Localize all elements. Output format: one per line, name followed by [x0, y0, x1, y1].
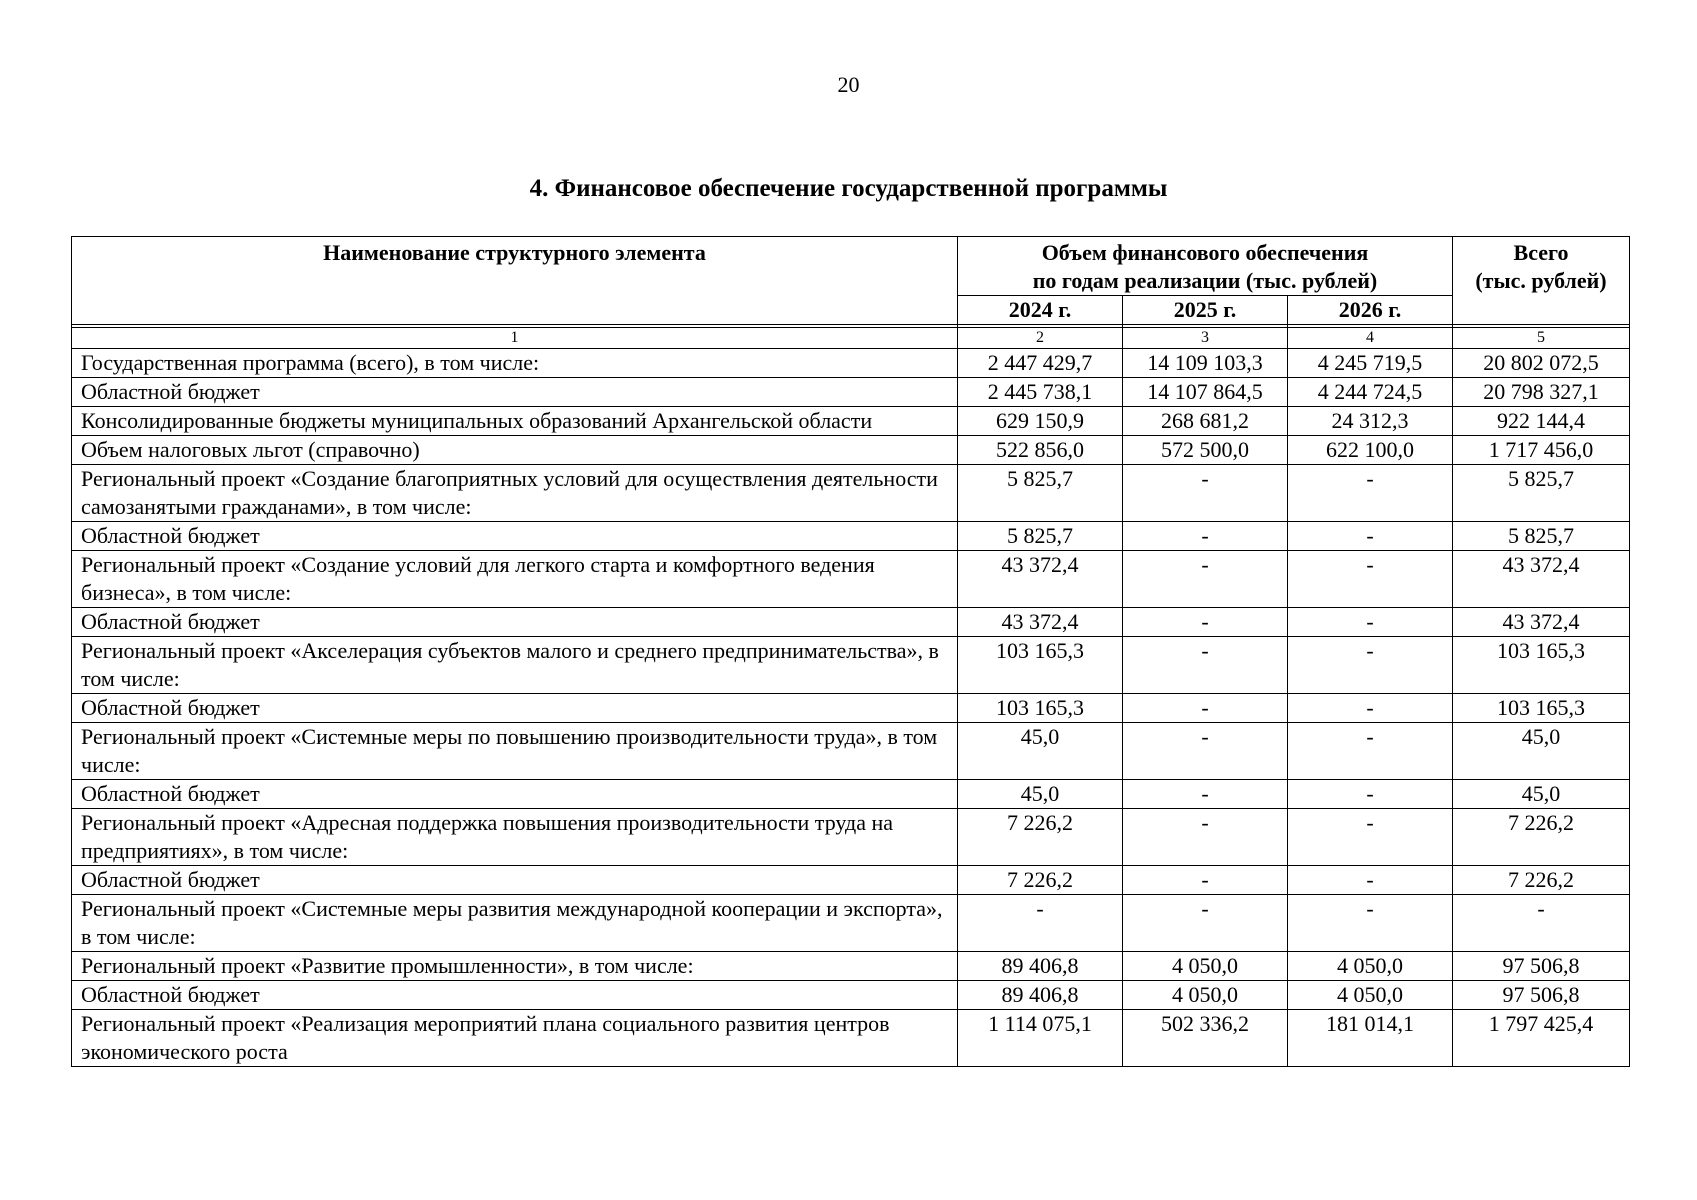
- row-value-2025: -: [1123, 780, 1288, 809]
- column-number: 3: [1123, 328, 1288, 349]
- row-value-total: 7 226,2: [1453, 866, 1630, 895]
- row-value-2025: -: [1123, 522, 1288, 551]
- header-volume-group: [958, 237, 1453, 296]
- row-value-2025: -: [1123, 809, 1288, 866]
- header-volume-line1: Объем финансового обеспечения: [1041, 240, 1369, 265]
- table-row: [72, 465, 1630, 522]
- header-total-line1: Всего: [1513, 240, 1569, 265]
- row-value-2025: -: [1123, 723, 1288, 780]
- row-name-cell: Государственная программа (всего), в том числе:: [72, 349, 958, 378]
- column-numbers-row: [72, 328, 1630, 349]
- row-value-2024: 2 445 738,1: [958, 378, 1123, 407]
- table-row: [72, 608, 1630, 637]
- row-value-2024: -: [958, 895, 1123, 952]
- row-value-2024: 45,0: [958, 723, 1123, 780]
- table-row: [72, 378, 1630, 407]
- row-value-2025: -: [1123, 637, 1288, 694]
- column-number: 4: [1288, 328, 1453, 349]
- row-value-total: 45,0: [1453, 723, 1630, 780]
- row-name-cell: Областной бюджет: [72, 780, 958, 809]
- row-value-2026: 24 312,3: [1288, 407, 1453, 436]
- row-name-cell: Региональный проект «Создание благоприятных условий для осуществления деятельности самозанятыми гражданами», в том числе:: [72, 465, 958, 522]
- row-value-2025: 4 050,0: [1123, 981, 1288, 1010]
- row-value-2024: 45,0: [958, 780, 1123, 809]
- header-year-2024: 2024 г.: [958, 296, 1123, 325]
- table-row: [72, 551, 1630, 608]
- row-value-2026: 4 244 724,5: [1288, 378, 1453, 407]
- row-value-total: 1 797 425,4: [1453, 1010, 1630, 1067]
- table-row: [72, 780, 1630, 809]
- row-value-2026: -: [1288, 780, 1453, 809]
- row-value-2025: -: [1123, 895, 1288, 952]
- financing-table: [71, 236, 1630, 1067]
- row-value-total: 97 506,8: [1453, 952, 1630, 981]
- row-value-2024: 43 372,4: [958, 608, 1123, 637]
- table-header: [72, 237, 1630, 325]
- table-row: [72, 407, 1630, 436]
- header-year-2026: 2026 г.: [1288, 296, 1453, 325]
- table-row: [72, 866, 1630, 895]
- header-volume-line2: по годам реализации (тыс. рублей): [1032, 268, 1378, 293]
- table-row: [72, 723, 1630, 780]
- row-value-2024: 5 825,7: [958, 522, 1123, 551]
- row-value-2025: -: [1123, 551, 1288, 608]
- table-body: [72, 349, 1630, 1067]
- row-name-cell: Региональный проект «Акселерация субъектов малого и среднего предпринимательства», в том числе:: [72, 637, 958, 694]
- row-value-total: 20 802 072,5: [1453, 349, 1630, 378]
- row-value-total: 20 798 327,1: [1453, 378, 1630, 407]
- row-value-2024: 103 165,3: [958, 637, 1123, 694]
- row-value-total: 922 144,4: [1453, 407, 1630, 436]
- row-value-2026: 4 050,0: [1288, 981, 1453, 1010]
- row-value-2025: 502 336,2: [1123, 1010, 1288, 1067]
- row-value-2026: -: [1288, 866, 1453, 895]
- row-value-total: 7 226,2: [1453, 809, 1630, 866]
- row-value-2026: -: [1288, 465, 1453, 522]
- row-value-2026: -: [1288, 723, 1453, 780]
- row-value-total: 43 372,4: [1453, 551, 1630, 608]
- row-value-total: 43 372,4: [1453, 608, 1630, 637]
- header-total-column: [1453, 237, 1630, 325]
- row-value-total: 1 717 456,0: [1453, 436, 1630, 465]
- row-value-2025: -: [1123, 694, 1288, 723]
- row-value-2026: -: [1288, 608, 1453, 637]
- header-year-2025: 2025 г.: [1123, 296, 1288, 325]
- column-number: 2: [958, 328, 1123, 349]
- row-value-total: 45,0: [1453, 780, 1630, 809]
- row-name-cell: Региональный проект «Создание условий для легкого старта и комфортного ведения бизнеса», в том числе:: [72, 551, 958, 608]
- column-number: 5: [1453, 328, 1630, 349]
- row-name-cell: Региональный проект «Системные меры развития международной кооперации и экспорта», в том числе:: [72, 895, 958, 952]
- row-value-2024: 2 447 429,7: [958, 349, 1123, 378]
- row-value-2026: -: [1288, 522, 1453, 551]
- table-row: [72, 349, 1630, 378]
- row-value-2024: 7 226,2: [958, 866, 1123, 895]
- row-name-cell: Региональный проект «Развитие промышленности», в том числе:: [72, 952, 958, 981]
- header-total-line2: (тыс. рублей): [1475, 268, 1607, 293]
- row-value-2026: 622 100,0: [1288, 436, 1453, 465]
- row-value-2026: -: [1288, 809, 1453, 866]
- row-name-cell: Консолидированные бюджеты муниципальных образований Архангельской области: [72, 407, 958, 436]
- row-value-2026: 4 245 719,5: [1288, 349, 1453, 378]
- row-value-2026: -: [1288, 551, 1453, 608]
- page-number: 20: [837, 72, 860, 97]
- row-value-total: 97 506,8: [1453, 981, 1630, 1010]
- row-value-2025: 14 107 864,5: [1123, 378, 1288, 407]
- table-row: [72, 436, 1630, 465]
- row-value-2026: -: [1288, 637, 1453, 694]
- row-name-cell: Областной бюджет: [72, 378, 958, 407]
- row-value-2025: -: [1123, 608, 1288, 637]
- row-name-cell: Областной бюджет: [72, 866, 958, 895]
- row-name-cell: Областной бюджет: [72, 694, 958, 723]
- table-row: [72, 637, 1630, 694]
- row-name-cell: Областной бюджет: [72, 981, 958, 1010]
- row-name-cell: Объем налоговых льгот (справочно): [72, 436, 958, 465]
- column-number: 1: [72, 328, 958, 349]
- row-value-2024: 43 372,4: [958, 551, 1123, 608]
- row-value-2024: 89 406,8: [958, 981, 1123, 1010]
- row-value-2025: -: [1123, 465, 1288, 522]
- row-name-cell: Региональный проект «Адресная поддержка повышения производительности труда на предприятиях», в том числе:: [72, 809, 958, 866]
- row-value-total: -: [1453, 895, 1630, 952]
- row-value-2024: 1 114 075,1: [958, 1010, 1123, 1067]
- row-value-2024: 629 150,9: [958, 407, 1123, 436]
- row-value-2026: 181 014,1: [1288, 1010, 1453, 1067]
- row-value-2024: 7 226,2: [958, 809, 1123, 866]
- row-name-cell: Областной бюджет: [72, 522, 958, 551]
- table-row: [72, 694, 1630, 723]
- row-value-2025: 4 050,0: [1123, 952, 1288, 981]
- header-name-column: Наименование структурного элемента: [72, 237, 958, 325]
- row-value-total: 103 165,3: [1453, 694, 1630, 723]
- table-row: [72, 809, 1630, 866]
- row-name-cell: Региональный проект «Реализация мероприятий плана социального развития центров экономического роста: [72, 1010, 958, 1067]
- row-value-2024: 103 165,3: [958, 694, 1123, 723]
- row-value-2026: -: [1288, 895, 1453, 952]
- row-value-total: 5 825,7: [1453, 465, 1630, 522]
- row-value-total: 103 165,3: [1453, 637, 1630, 694]
- table-row: [72, 895, 1630, 952]
- row-value-2024: 89 406,8: [958, 952, 1123, 981]
- row-value-2025: 572 500,0: [1123, 436, 1288, 465]
- row-value-2026: 4 050,0: [1288, 952, 1453, 981]
- row-value-2024: 522 856,0: [958, 436, 1123, 465]
- table-row: [72, 522, 1630, 551]
- table-row: [72, 1010, 1630, 1067]
- row-name-cell: Региональный проект «Системные меры по повышению производительности труда», в том числе:: [72, 723, 958, 780]
- row-name-cell: Областной бюджет: [72, 608, 958, 637]
- row-value-2024: 5 825,7: [958, 465, 1123, 522]
- row-value-2025: 14 109 103,3: [1123, 349, 1288, 378]
- table-row: [72, 952, 1630, 981]
- section-title: 4. Финансовое обеспечение государственной программы: [529, 175, 1168, 202]
- row-value-2025: -: [1123, 866, 1288, 895]
- table-row: [72, 981, 1630, 1010]
- row-value-2025: 268 681,2: [1123, 407, 1288, 436]
- row-value-total: 5 825,7: [1453, 522, 1630, 551]
- row-value-2026: -: [1288, 694, 1453, 723]
